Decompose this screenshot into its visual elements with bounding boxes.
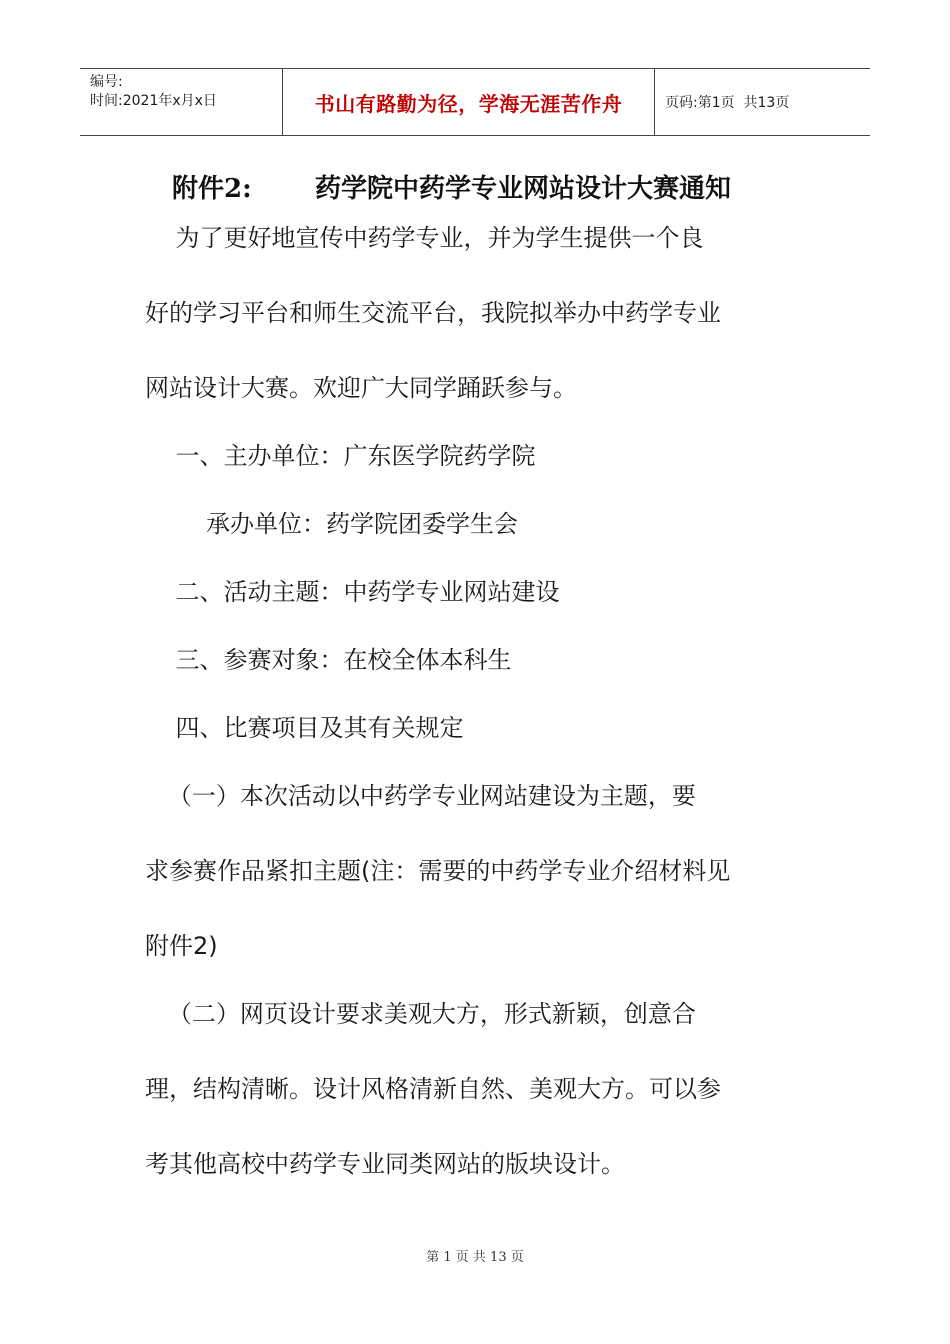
- number-label: 编号:: [90, 74, 123, 90]
- document-header: [80, 68, 870, 136]
- body-line: 四、比赛项目及其有关规定: [145, 714, 464, 742]
- header-page-cell: [655, 69, 870, 135]
- body-line: 三、参赛对象：在校全体本科生: [145, 646, 512, 674]
- body-line: 考其他高校中药学专业同类网站的版块设计。: [145, 1150, 625, 1178]
- body-line: 好的学习平台和师生交流平台，我院拟举办中药学专业: [145, 299, 721, 327]
- header-meta-cell: [80, 69, 283, 135]
- body-line: 承办单位：药学院团委学生会: [145, 510, 519, 538]
- body-line: 网站设计大赛。欢迎广大同学踊跃参与。: [145, 374, 577, 402]
- document-title: 附件2: 药学院中药学专业网站设计大赛通知: [172, 174, 732, 204]
- body-line: 求参赛作品紧扣主题(注：需要的中药学专业介绍材料见: [145, 857, 731, 885]
- page-label: 页码:第1页 共13页: [665, 95, 790, 111]
- time-label: 时间:2021年x月x日: [90, 93, 217, 109]
- body-line: 二、活动主题：中药学专业网站建设: [145, 578, 560, 606]
- body-line: 一、主办单位：广东医学院药学院: [145, 442, 536, 470]
- page-footer: 第 1 页 共 13 页: [426, 1250, 524, 1265]
- body-line: 为了更好地宣传中药学专业，并为学生提供一个良: [145, 224, 704, 252]
- header-motto-cell: [283, 69, 655, 135]
- body-line: 理，结构清晰。设计风格清新自然、美观大方。可以参: [145, 1075, 721, 1103]
- body-line: （二）网页设计要求美观大方，形式新颖，创意合: [145, 1000, 696, 1028]
- motto-text: 书山有路勤为径，学海无涯苦作舟: [314, 91, 623, 116]
- body-line: （一）本次活动以中药学专业网站建设为主题，要: [145, 782, 696, 810]
- body-line: 附件2): [145, 932, 218, 960]
